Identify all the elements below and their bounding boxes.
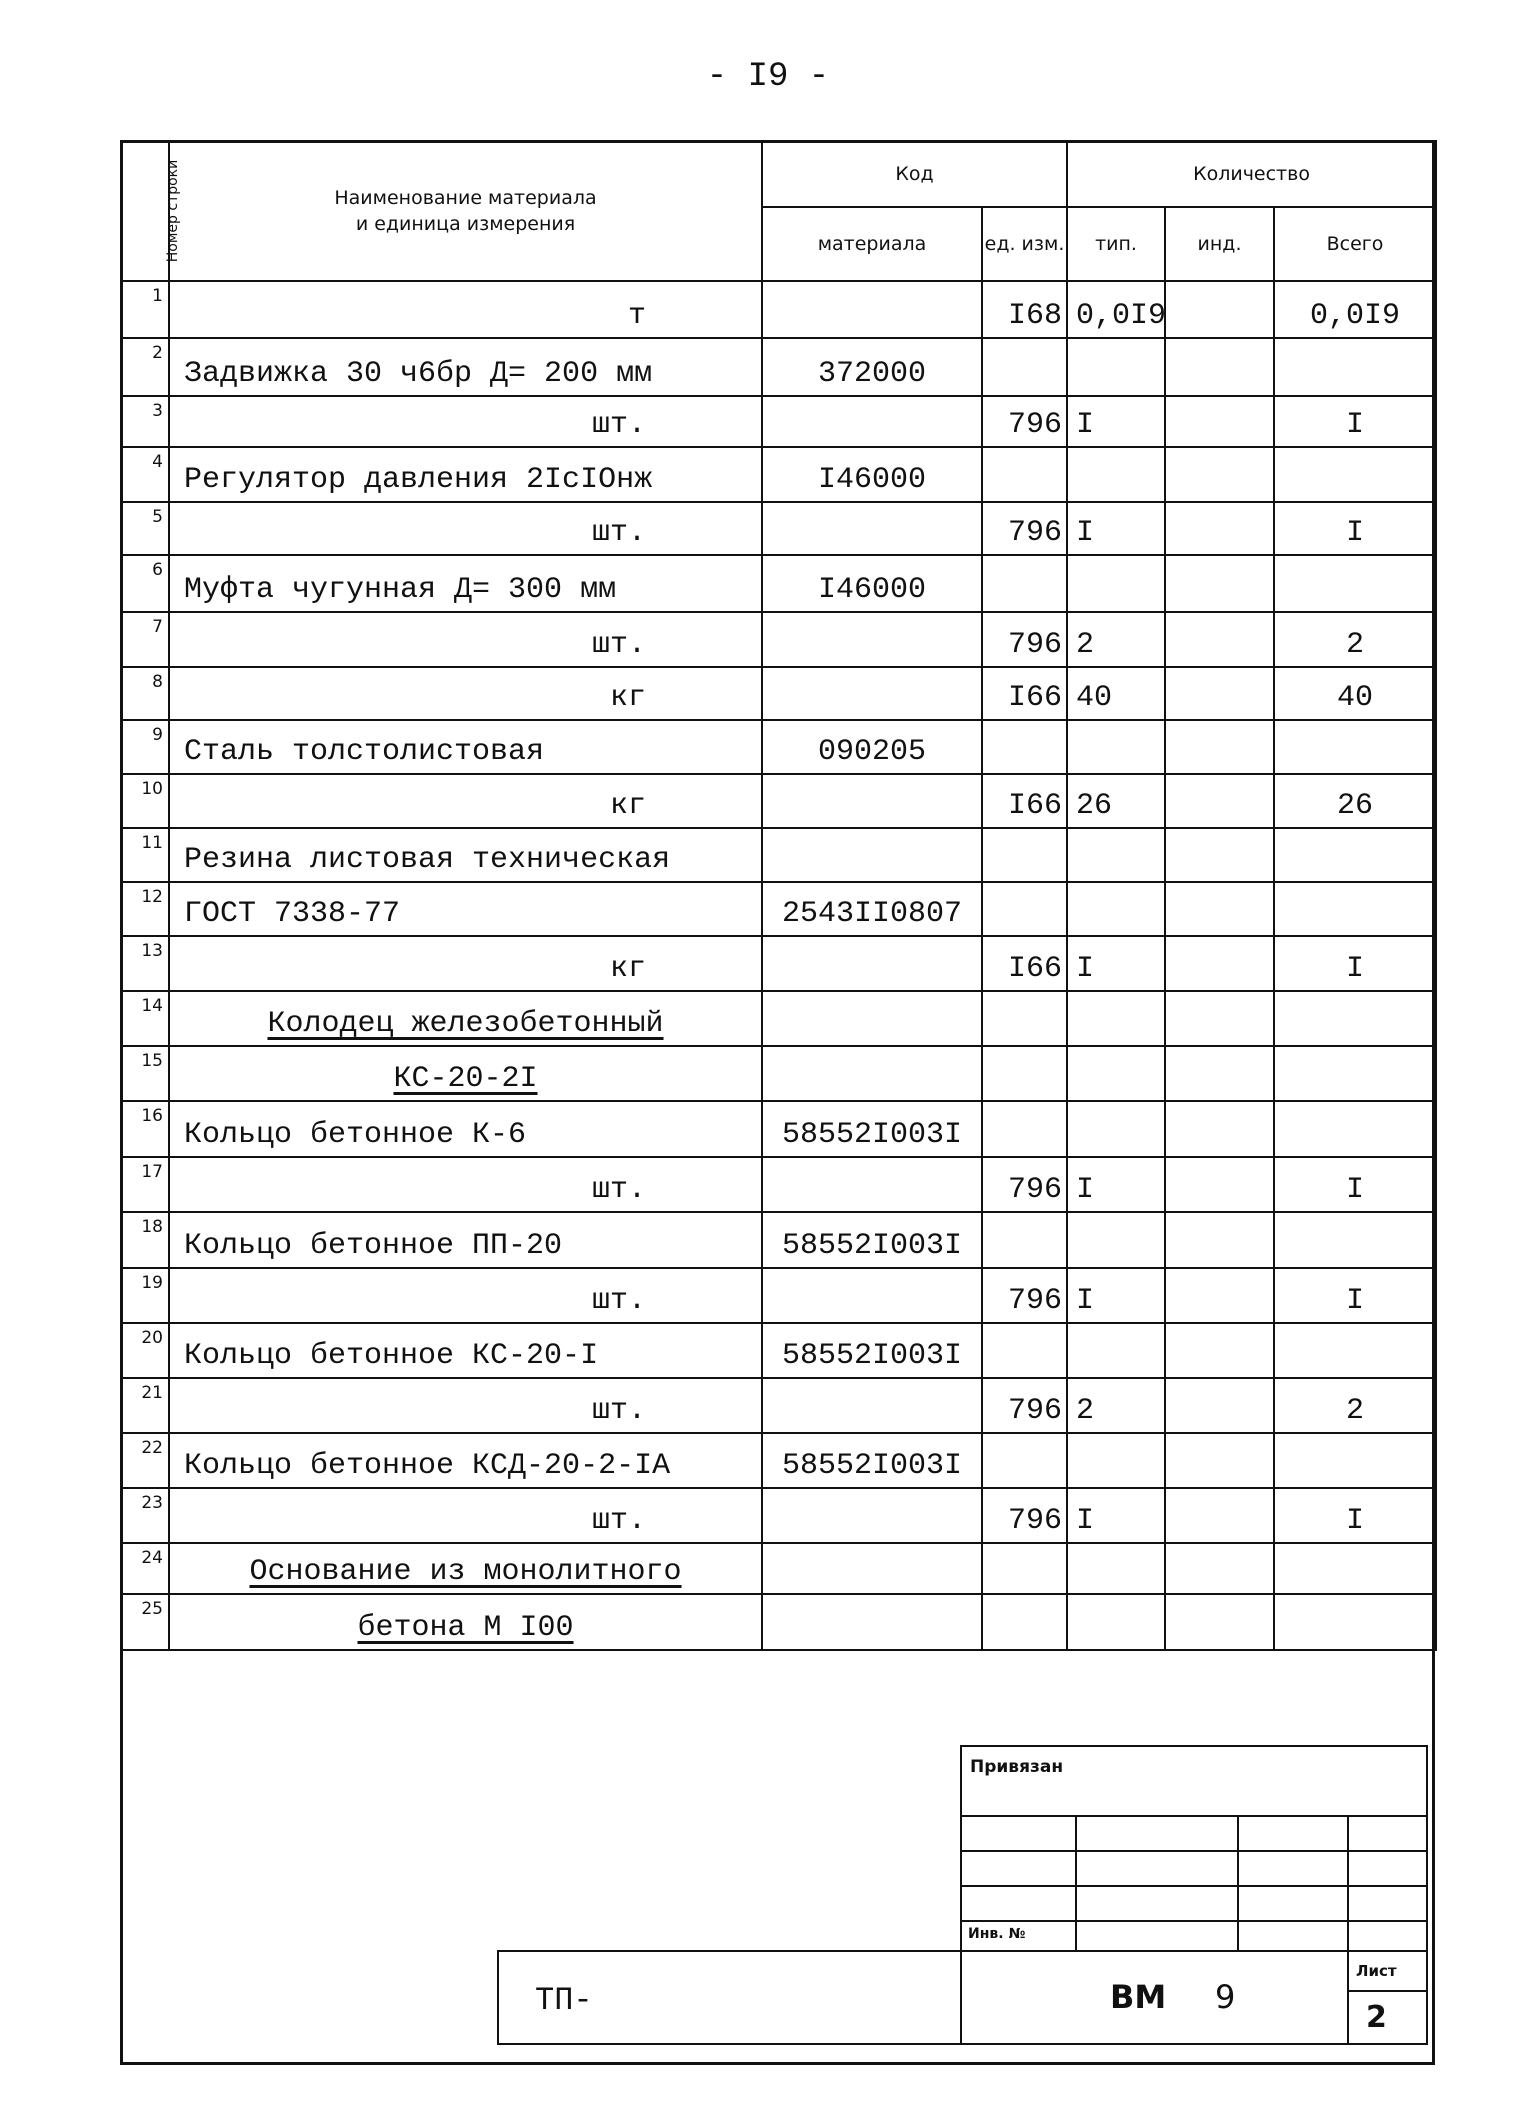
row-number: 14 [121,991,169,1046]
material-code: I46000 [762,447,982,502]
table-row [121,936,1436,991]
table-row [121,667,1436,720]
row-number: 2 [121,338,169,396]
material-name: Кольцо бетонное ПП-20 [169,1212,762,1268]
header-name: Наименование материала и единица измерения [169,141,762,281]
table-row [121,1212,1436,1268]
stamp-line [960,1850,1428,1852]
material-code: 58552I003I [762,1101,982,1157]
table-row [121,1543,1436,1594]
qty-total [1274,1101,1436,1157]
header-qty-total: Всего [1274,207,1436,281]
stamp-line [1347,1815,1349,1950]
spec-table [120,140,1437,1651]
qty-typ: 2 [1067,612,1165,667]
material-name: Кольцо бетонное КС-20-I [169,1323,762,1378]
qty-total [1274,1212,1436,1268]
qty-ind [1165,720,1274,774]
page-number: - I9 - [706,58,830,96]
qty-total: 2 [1274,1378,1436,1433]
material-name [169,1543,762,1594]
qty-ind [1165,1046,1274,1101]
stamp-line [960,1815,1428,1817]
row-number: 8 [121,667,169,720]
table-row [121,882,1436,936]
table-row [121,281,1436,338]
qty-ind [1165,396,1274,447]
unit-code [982,555,1067,612]
table-row [121,1594,1436,1650]
qty-total [1274,991,1436,1046]
qty-ind [1165,882,1274,936]
material-code: 58552I003I [762,1212,982,1268]
table-row [121,991,1436,1046]
table-row [121,612,1436,667]
row-number: 25 [121,1594,169,1650]
row-number: 21 [121,1378,169,1433]
material-code [762,1594,982,1650]
table-row [121,1488,1436,1543]
qty-typ: 2 [1067,1378,1165,1433]
qty-typ [1067,882,1165,936]
qty-typ [1067,1046,1165,1101]
material-name: шт. [169,1268,762,1323]
material-name: Резина листовая техническая [169,828,762,882]
material-name: Регулятор давления 2IсIOнж [169,447,762,502]
row-number: 16 [121,1101,169,1157]
qty-typ: I [1067,1488,1165,1543]
qty-total [1274,338,1436,396]
qty-typ [1067,447,1165,502]
unit-code: I66 [982,667,1067,720]
qty-total [1274,555,1436,612]
material-code [762,1378,982,1433]
table-row [121,1268,1436,1323]
qty-typ: I [1067,1268,1165,1323]
qty-typ [1067,720,1165,774]
header-code-unit: ед. изм. [982,207,1067,281]
qty-typ [1067,1543,1165,1594]
qty-total: I [1274,1157,1436,1212]
stamp-line [960,1885,1428,1887]
material-name: шт. [169,1488,762,1543]
material-code [762,828,982,882]
qty-ind [1165,1433,1274,1488]
qty-typ: I [1067,502,1165,555]
row-number: 24 [121,1543,169,1594]
row-number: 12 [121,882,169,936]
qty-ind [1165,991,1274,1046]
stamp-line [1347,1950,1349,2045]
qty-total: I [1274,502,1436,555]
table-row [121,720,1436,774]
inv-label: Инв. № [968,1926,1026,1942]
qty-typ [1067,1212,1165,1268]
row-number: 18 [121,1212,169,1268]
material-code [762,1046,982,1101]
unit-code [982,1101,1067,1157]
qty-total [1274,882,1436,936]
material-code: 58552I003I [762,1433,982,1488]
material-name: шт. [169,502,762,555]
table-row [121,555,1436,612]
material-code [762,502,982,555]
header-qty-typ: тип. [1067,207,1165,281]
material-name: шт. [169,612,762,667]
unit-code [982,828,1067,882]
material-name: кг [169,774,762,828]
unit-code [982,1594,1067,1650]
qty-total: 2 [1274,612,1436,667]
material-name [169,1046,762,1101]
unit-code [982,338,1067,396]
row-number: 22 [121,1433,169,1488]
stamp-line [1237,1815,1239,1950]
table-row [121,396,1436,447]
qty-typ [1067,1433,1165,1488]
material-name: кг [169,936,762,991]
qty-typ [1067,1101,1165,1157]
qty-typ [1067,991,1165,1046]
material-name: Кольцо бетонное К-6 [169,1101,762,1157]
unit-code: I68 [982,281,1067,338]
material-code [762,774,982,828]
unit-code [982,1046,1067,1101]
main-stamp [497,1950,1428,2045]
qty-ind [1165,1488,1274,1543]
header-row-number: Номер строки [121,141,169,281]
bound-label: Привязан [970,1757,1064,1777]
table-row [121,1323,1436,1378]
material-name-text: Основание из монолитного [249,1555,682,1589]
material-name: Муфта чугунная Д= 300 мм [169,555,762,612]
qty-typ: 0,0I9 [1067,281,1165,338]
unit-code: 796 [982,1488,1067,1543]
row-number: 20 [121,1323,169,1378]
qty-ind [1165,1323,1274,1378]
doc-code: ТП- [535,1982,593,2019]
qty-typ [1067,338,1165,396]
qty-ind [1165,447,1274,502]
row-number: 7 [121,612,169,667]
table-row [121,447,1436,502]
table-row [121,338,1436,396]
material-code [762,1157,982,1212]
material-name: Сталь толстолистовая [169,720,762,774]
material-name: т [169,281,762,338]
qty-ind [1165,1157,1274,1212]
material-name-text: КС-20-2I [393,1062,538,1096]
stamp-line [960,1920,1428,1922]
qty-total: 0,0I9 [1274,281,1436,338]
qty-ind [1165,1378,1274,1433]
row-number: 9 [121,720,169,774]
qty-ind [1165,774,1274,828]
table-row [121,1433,1436,1488]
unit-code [982,1323,1067,1378]
header-code-material: материала [762,207,982,281]
qty-total: 26 [1274,774,1436,828]
qty-total: I [1274,936,1436,991]
unit-code: 796 [982,396,1067,447]
material-name: Задвижка 30 ч6бр Д= 200 мм [169,338,762,396]
qty-ind [1165,338,1274,396]
material-code: 090205 [762,720,982,774]
row-number: 6 [121,555,169,612]
unit-code [982,1212,1067,1268]
material-name-text: Колодец железобетонный [267,1007,664,1041]
stamp-line [1075,1815,1077,1950]
qty-ind [1165,1268,1274,1323]
table-row [121,1378,1436,1433]
qty-typ: 40 [1067,667,1165,720]
unit-code [982,991,1067,1046]
unit-code: 796 [982,1378,1067,1433]
unit-code [982,1543,1067,1594]
unit-code [982,720,1067,774]
qty-total [1274,1046,1436,1101]
qty-typ [1067,828,1165,882]
qty-typ [1067,555,1165,612]
table-row [121,1157,1436,1212]
material-name: шт. [169,396,762,447]
qty-total: I [1274,1488,1436,1543]
row-number: 23 [121,1488,169,1543]
material-code [762,281,982,338]
material-name: Кольцо бетонное КСД-20-2-IA [169,1433,762,1488]
unit-code: 796 [982,612,1067,667]
qty-total [1274,447,1436,502]
table-row [121,828,1436,882]
material-code [762,396,982,447]
material-code [762,1488,982,1543]
qty-total: 40 [1274,667,1436,720]
qty-ind [1165,667,1274,720]
row-number: 3 [121,396,169,447]
doc-mark: ВМ [1110,1978,1167,2016]
row-number: 4 [121,447,169,502]
unit-code [982,882,1067,936]
unit-code: 796 [982,502,1067,555]
unit-code: 796 [982,1268,1067,1323]
material-code [762,1543,982,1594]
qty-total [1274,1323,1436,1378]
row-number: 19 [121,1268,169,1323]
qty-ind [1165,1101,1274,1157]
qty-ind [1165,1543,1274,1594]
material-name [169,991,762,1046]
qty-total [1274,1594,1436,1650]
qty-ind [1165,828,1274,882]
unit-code: I66 [982,774,1067,828]
qty-ind [1165,281,1274,338]
qty-ind [1165,502,1274,555]
stamp-line [1347,1990,1428,1992]
material-code [762,667,982,720]
qty-total [1274,1543,1436,1594]
row-number: 10 [121,774,169,828]
material-code [762,991,982,1046]
qty-total [1274,1433,1436,1488]
material-code: 58552I003I [762,1323,982,1378]
material-code [762,612,982,667]
material-name: ГОСТ 7338-77 [169,882,762,936]
sheet-value: 2 [1366,2000,1387,2035]
qty-ind [1165,555,1274,612]
material-code [762,1268,982,1323]
table-row [121,502,1436,555]
material-name: кг [169,667,762,720]
header-quantity: Количество [1067,141,1436,207]
material-code: 372000 [762,338,982,396]
sheet-label: Лист [1356,1962,1397,1980]
row-number: 17 [121,1157,169,1212]
qty-total [1274,720,1436,774]
row-number: 11 [121,828,169,882]
qty-total: I [1274,396,1436,447]
doc-number: 9 [1215,1978,1236,2016]
row-number: 15 [121,1046,169,1101]
qty-ind [1165,612,1274,667]
qty-ind [1165,1594,1274,1650]
qty-typ: I [1067,936,1165,991]
qty-typ [1067,1594,1165,1650]
unit-code: I66 [982,936,1067,991]
table-row [121,1101,1436,1157]
unit-code [982,1433,1067,1488]
material-name [169,1594,762,1650]
qty-typ: 26 [1067,774,1165,828]
qty-total: I [1274,1268,1436,1323]
material-name-text: бетона М I00 [357,1611,574,1645]
material-name: шт. [169,1157,762,1212]
row-number: 5 [121,502,169,555]
material-name: шт. [169,1378,762,1433]
row-number: 1 [121,281,169,338]
row-number: 13 [121,936,169,991]
table-row [121,1046,1436,1101]
table-row [121,774,1436,828]
qty-ind [1165,936,1274,991]
unit-code: 796 [982,1157,1067,1212]
header-qty-ind: инд. [1165,207,1274,281]
qty-typ: I [1067,396,1165,447]
header-code: Код [762,141,1067,207]
qty-typ: I [1067,1157,1165,1212]
qty-total [1274,828,1436,882]
material-code: 2543II0807 [762,882,982,936]
material-code: I46000 [762,555,982,612]
qty-typ [1067,1323,1165,1378]
material-code [762,936,982,991]
unit-code [982,447,1067,502]
qty-ind [1165,1212,1274,1268]
